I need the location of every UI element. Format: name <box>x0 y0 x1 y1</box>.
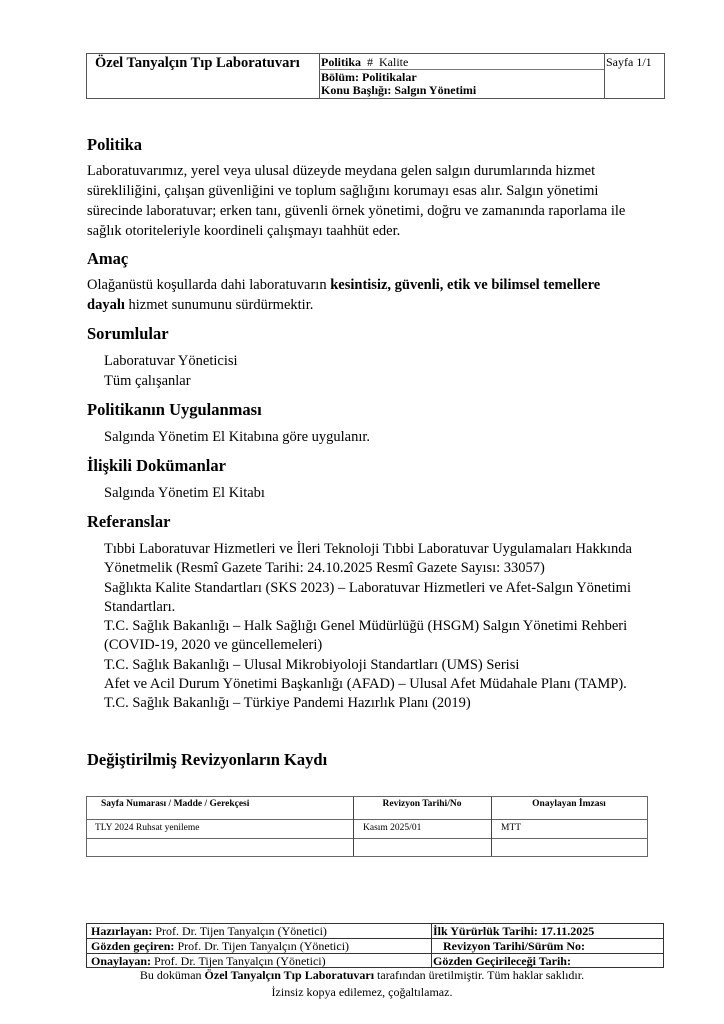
column-header: Revizyon Tarihi/No <box>382 799 462 809</box>
amac-text <box>87 275 647 315</box>
effective-date: İlk Yürürlük Tarihi: 17.11.2025 <box>433 924 595 938</box>
prepared-value: Prof. Dr. Tijen Tanyalçın (Yönetici) <box>152 924 327 938</box>
section-title-iliskili: İlişkili Dokümanlar <box>87 456 226 475</box>
reference-line: Yönetmelik (Resmî Gazete Tarihi: 24.10.2025 Resmî Gazete Sayısı: 33057) <box>104 560 545 577</box>
note-text: tarafından üretilmiştir. Tüm haklar saklıdır. <box>374 968 585 982</box>
politika-line: Laboratuvarımız, yerel veya ulusal düzeyde meydana gelen salgın durumlarında hizmet <box>87 163 596 179</box>
amac-text-part: hizmet sunumunu sürdürmektir. <box>124 297 314 313</box>
uygulanma-text: Salgında Yönetim El Kitabına göre uygulanır. <box>104 429 371 445</box>
approved-value: Prof. Dr. Tijen Tanyalçın (Yönetici) <box>151 954 326 968</box>
section-title-referanslar: Referanslar <box>87 512 171 531</box>
reviewed-label: Gözden geçiren: <box>91 939 175 953</box>
organization-cell <box>87 54 320 98</box>
revisions-title: Değiştirilmiş Revizyonların Kaydı <box>87 750 328 769</box>
note-text: Bu doküman <box>139 968 205 982</box>
section-title-sorumlular: Sorumlular <box>87 324 169 343</box>
reference-line: Sağlıkta Kalite Standartları (SKS 2023) – Laboratuvar Hizmetleri ve Afet-Salgın Yönetimi <box>104 579 631 596</box>
reference-line: T.C. Sağlık Bakanlığı – Halk Sağlığı Genel Müdürlüğü (HSGM) Salgın Yönetimi Rehberi <box>104 618 628 635</box>
approval-table <box>86 923 664 968</box>
reference-line: Tıbbi Laboratuvar Hizmetleri ve İleri Teknoloji Tıbbi Laboratuvar Uygulamaları Hakkında <box>104 541 632 557</box>
iliskili-text: Salgında Yönetim El Kitabı <box>104 485 265 501</box>
section-title-politika: Politika <box>87 135 143 154</box>
column-header: Onaylayan İmzası <box>532 799 606 809</box>
sorumlular-list <box>104 351 664 391</box>
politika-line: sağlık otoriteleriyle koordineli çalışmayı taahhüt eder. <box>87 223 401 239</box>
reference-line: Afet ve Acil Durum Yönetimi Başkanlığı (AFAD) – Ulusal Afet Müdahale Planı (TAMP). <box>104 676 627 693</box>
doc-category: Kalite <box>379 55 409 69</box>
politika-text <box>87 161 647 241</box>
approval-row <box>87 924 663 939</box>
prepared-label: Hazırlayan: <box>91 924 153 938</box>
politika-line: sürekliliğini, çalışan güvenliğini ve toplum sağlığını korumayı esas alır. Salgın yönetimi <box>87 183 599 199</box>
reviewed-value: Prof. Dr. Tijen Tanyalçın (Yönetici) <box>174 939 350 953</box>
table-cell: Kasım 2025/01 <box>363 823 422 833</box>
column-header: Sayfa Numarası / Madde / Gerekçesi <box>101 799 250 809</box>
revision-number: Revizyon Tarihi/Sürüm No: <box>443 939 586 953</box>
review-date: Gözden Geçirileceği Tarih: <box>433 954 571 968</box>
reference-line: Standartları. <box>104 598 176 615</box>
table-cell: TLY 2024 Ruhsat yenileme <box>95 823 200 833</box>
amac-text-part: Olağanüstü koşullarda dahi laboratuvarın <box>87 277 331 293</box>
doc-type-label: Politika <box>321 55 362 69</box>
table-cell: MTT <box>501 823 522 833</box>
copy-restriction-note: İzinsiz kopya edilemez, çoğaltılamaz. <box>271 985 453 999</box>
note-organization: Özel Tanyalçın Tıp Laboratuvarı <box>204 968 375 982</box>
section-title-amac: Amaç <box>87 249 129 268</box>
document-type <box>319 54 604 70</box>
doc-number-sep: # <box>367 55 374 69</box>
approval-row <box>87 939 663 954</box>
document-info-cell <box>319 54 605 98</box>
list-item: Tüm çalışanlar <box>104 373 191 389</box>
reference-line: (COVID-19, 2020 ve güncellemeleri) <box>104 637 323 654</box>
reference-line: T.C. Sağlık Bakanlığı – Türkiye Pandemi Hazırlık Planı (2019) <box>104 695 471 712</box>
document-header-table <box>86 53 665 99</box>
referanslar-list <box>104 540 664 714</box>
politika-line: sürecinde laboratuvar; erken tanı, güvenli örnek yönetimi, doğru ve zamanında raporlama ile <box>87 203 626 219</box>
section-title-uygulanma: Politikanın Uygulanması <box>87 400 262 419</box>
page-number: Sayfa 1/1 <box>606 55 652 69</box>
amac-bold-text: kesintisiz, güvenli, etik ve bilimsel temellere <box>330 277 601 293</box>
list-item: Laboratuvar Yöneticisi <box>104 353 238 369</box>
revisions-table <box>86 796 648 857</box>
organization-name: Özel Tanyalçın Tıp Laboratuvarı <box>95 55 300 71</box>
approved-label: Onaylayan: <box>91 954 152 968</box>
amac-bold-text: dayalı <box>87 297 125 313</box>
reference-line: T.C. Sağlık Bakanlığı – Ulusal Mikrobiyoloji Standartları (UMS) Serisi <box>104 656 520 673</box>
document-subject: Konu Başlığı: Salgın Yönetimi <box>321 83 477 97</box>
document-section: Bölüm: Politikalar <box>321 70 417 84</box>
copyright-note <box>0 967 724 983</box>
page-cell <box>604 54 664 98</box>
